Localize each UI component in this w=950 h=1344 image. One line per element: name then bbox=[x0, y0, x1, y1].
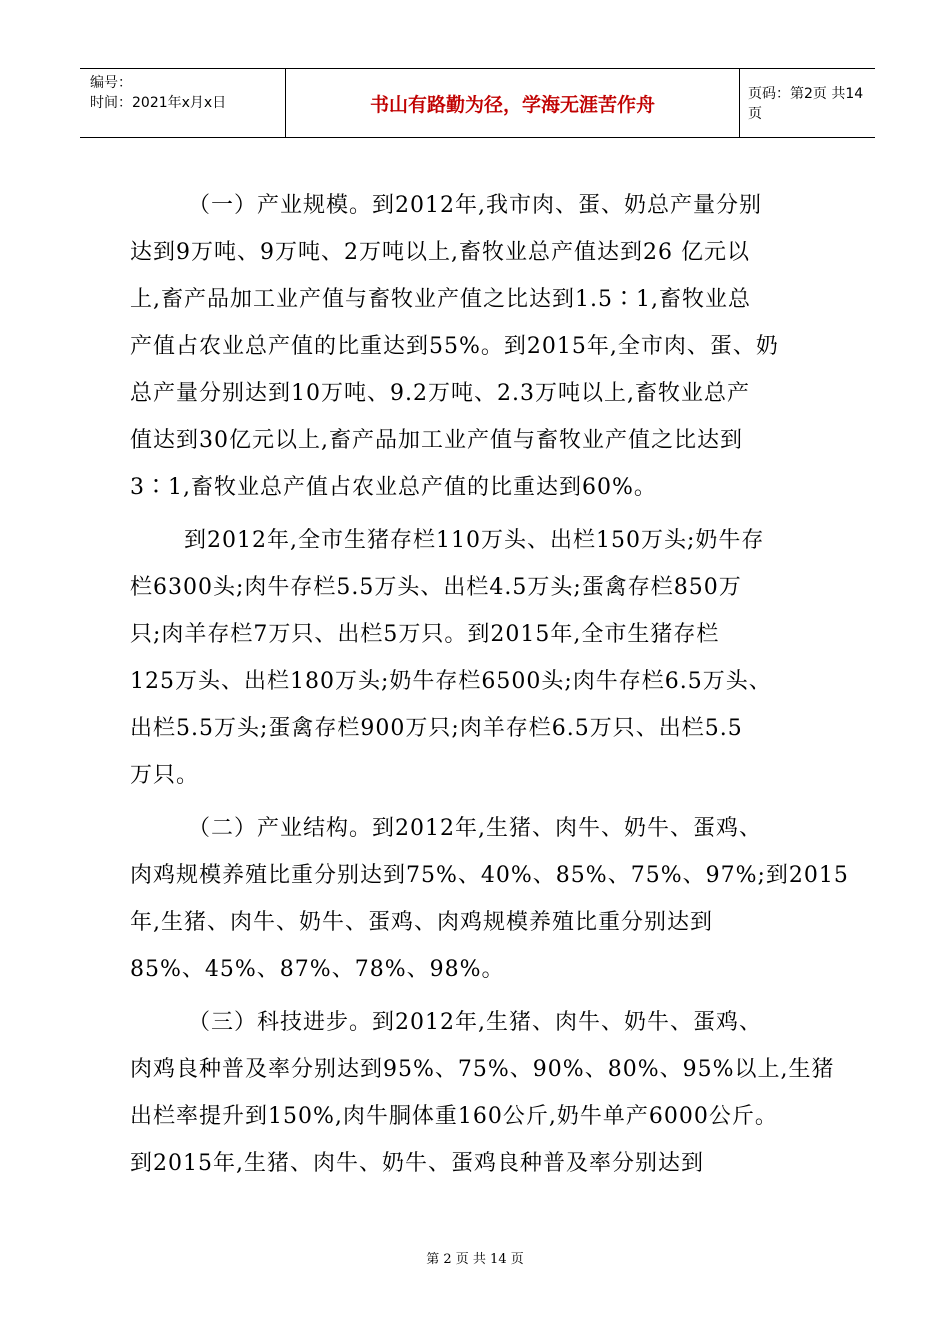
text-line: （二）产业结构。到2012年,生猪、肉牛、奶牛、蛋鸡、 bbox=[188, 816, 762, 841]
text-line: 万只。 bbox=[130, 763, 200, 788]
text-line: 产值占农业总产值的比重达到55%。到2015年,全市肉、蛋、奶 bbox=[130, 334, 779, 359]
text-line: 出栏率提升到150%,肉牛胴体重160公斤,奶牛单产6000公斤。 bbox=[130, 1104, 778, 1129]
text-line: 年,生猪、肉牛、奶牛、蛋鸡、肉鸡规模养殖比重分别达到 bbox=[130, 910, 713, 935]
text-line: 肉鸡规模养殖比重分别达到75%、40%、85%、75%、97%;到2015 bbox=[130, 863, 849, 888]
page-header bbox=[80, 68, 875, 138]
text-line: 只;肉羊存栏7万只、出栏5万只。到2015年,全市生猪存栏 bbox=[130, 622, 720, 647]
header-meta bbox=[80, 69, 286, 137]
text-line: 总产量分别达到10万吨、9.2万吨、2.3万吨以上,畜牧业总产 bbox=[130, 381, 750, 406]
text-line: 出栏5.5万头;蛋禽存栏900万只;肉羊存栏6.5万只、出栏5.5 bbox=[130, 716, 743, 741]
text-line: 85%、45%、87%、78%、98%。 bbox=[130, 957, 505, 982]
text-line: 上,畜产品加工业产值与畜牧业产值之比达到1.5∶1,畜牧业总 bbox=[130, 287, 751, 312]
header-page-info: 页码：第2页 共14页 bbox=[748, 86, 864, 122]
text-line: 到2015年,生猪、肉牛、奶牛、蛋鸡良种普及率分别达到 bbox=[130, 1151, 704, 1176]
paragraph-livestock-targets bbox=[130, 517, 830, 799]
text-line: 到2012年,全市生猪存栏110万头、出栏150万头;奶牛存 bbox=[184, 528, 765, 553]
text-line: 值达到30亿元以上,畜产品加工业产值与畜牧业产值之比达到 bbox=[130, 428, 743, 453]
paragraph-tech-progress bbox=[130, 999, 835, 1187]
document-time-label: 时间：2021年x月x日 bbox=[90, 95, 227, 111]
text-line: 125万头、出栏180万头;奶牛存栏6500头;肉牛存栏6.5万头、 bbox=[130, 669, 772, 694]
text-line: 肉鸡良种普及率分别达到95%、75%、90%、80%、95%以上,生猪 bbox=[130, 1057, 835, 1082]
paragraph-industry-scale bbox=[130, 182, 830, 511]
header-motto: 书山有路勤为径，学海无涯苦作舟 bbox=[286, 69, 740, 137]
text-line: 达到9万吨、9万吨、2万吨以上,畜牧业总产值达到26 亿元以 bbox=[130, 240, 750, 265]
text-line: 3∶1,畜牧业总产值占农业总产值的比重达到60%。 bbox=[130, 475, 657, 500]
text-line: （一）产业规模。到2012年,我市肉、蛋、奶总产量分别 bbox=[188, 193, 762, 218]
document-number-label: 编号： bbox=[90, 75, 132, 91]
text-line: 栏6300头;肉牛存栏5.5万头、出栏4.5万头;蛋禽存栏850万 bbox=[130, 575, 742, 600]
paragraph-industry-structure bbox=[130, 805, 849, 993]
page-footer: 第 2 页 共 14 页 bbox=[426, 1252, 524, 1267]
text-line: （三）科技进步。到2012年,生猪、肉牛、奶牛、蛋鸡、 bbox=[188, 1010, 762, 1035]
document-body bbox=[130, 182, 849, 1187]
